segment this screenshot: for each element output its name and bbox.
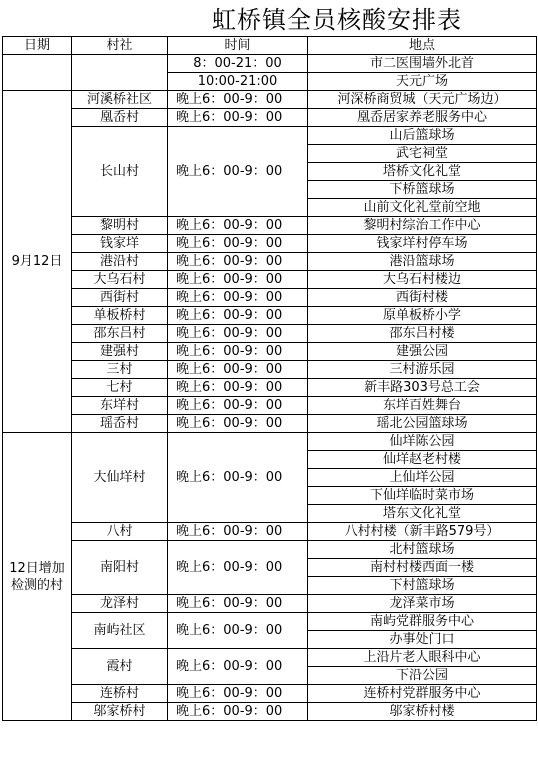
village-cell: 八村 <box>72 523 168 541</box>
schedule-table <box>2 36 537 721</box>
village-cell: 霞村 <box>72 649 168 685</box>
village-cell: 邬家桥村 <box>72 703 168 721</box>
place-cell: 市二医围墙外北首 <box>308 55 537 73</box>
place-cell: 办事处门口 <box>308 631 537 649</box>
time-cell: 晚上6：00-9：00 <box>168 253 308 271</box>
table-row <box>3 703 537 721</box>
time-cell: 晚上6：00-9：00 <box>168 595 308 613</box>
time-cell: 晚上6：00-9：00 <box>168 217 308 235</box>
place-cell: 下沿公园 <box>308 667 537 685</box>
village-cell: 连桥村 <box>72 685 168 703</box>
place-cell: 上沿片老人眼科中心 <box>308 649 537 667</box>
village-cell: 大仙垟村 <box>72 433 168 523</box>
time-cell: 晚上6：00-9：00 <box>168 433 308 523</box>
time-cell: 晚上6：00-9：00 <box>168 685 308 703</box>
place-cell: 新丰路303号总工会 <box>308 379 537 397</box>
time-cell: 晚上6：00-9：00 <box>168 415 308 433</box>
header-village: 村社 <box>72 37 168 55</box>
time-cell: 晚上6：00-9：00 <box>168 541 308 595</box>
time-cell: 晚上6：00-9：00 <box>168 235 308 253</box>
time-cell: 8：00-21：00 <box>168 55 308 73</box>
table-row <box>3 343 537 361</box>
village-cell: 南阳村 <box>72 541 168 595</box>
place-cell: 南村村楼西面一楼 <box>308 559 537 577</box>
place-cell: 邬家桥村楼 <box>308 703 537 721</box>
table-row <box>3 595 537 613</box>
time-cell: 晚上6：00-9：00 <box>168 613 308 649</box>
header-row <box>3 37 537 55</box>
place-cell: 三村游乐园 <box>308 361 537 379</box>
table-row <box>3 523 537 541</box>
village-cell: 瑶岙村 <box>72 415 168 433</box>
header-place: 地点 <box>308 37 537 55</box>
time-cell: 晚上6：00-9：00 <box>168 127 308 217</box>
place-cell: 北村篮球场 <box>308 541 537 559</box>
header-date: 日期 <box>3 37 72 55</box>
date-cell-empty <box>3 55 72 91</box>
place-cell: 塔桥文化礼堂 <box>308 163 537 181</box>
place-cell: 天元广场 <box>308 73 537 91</box>
place-cell: 仙垟陈公园 <box>308 433 537 451</box>
table-row <box>3 127 537 145</box>
place-cell: 东垟百姓舞台 <box>308 397 537 415</box>
table-row <box>3 397 537 415</box>
place-cell: 南屿党群服务中心 <box>308 613 537 631</box>
table-row <box>3 91 537 109</box>
place-cell: 原单板桥小学 <box>308 307 537 325</box>
table-row <box>3 253 537 271</box>
table-row <box>3 649 537 667</box>
village-cell-empty <box>72 55 168 91</box>
page-title: 虹桥镇全员核酸安排表 <box>212 6 462 34</box>
village-cell: 长山村 <box>72 127 168 217</box>
village-cell: 南屿社区 <box>72 613 168 649</box>
table-row <box>3 289 537 307</box>
place-cell: 连桥村党群服务中心 <box>308 685 537 703</box>
place-cell: 仙垟赵老村楼 <box>308 451 537 469</box>
table-row <box>3 235 537 253</box>
village-cell: 邵东吕村 <box>72 325 168 343</box>
table-row <box>3 361 537 379</box>
village-cell: 大乌石村 <box>72 271 168 289</box>
table-row <box>3 307 537 325</box>
place-cell: 港沿篮球场 <box>308 253 537 271</box>
time-cell: 晚上6：00-9：00 <box>168 271 308 289</box>
table-row <box>3 685 537 703</box>
place-cell: 河深桥商贸城（天元广场边） <box>308 91 537 109</box>
place-cell: 塔东文化礼堂 <box>308 505 537 523</box>
place-cell: 邵东吕村楼 <box>308 325 537 343</box>
village-cell: 单板桥村 <box>72 307 168 325</box>
place-cell: 武宅祠堂 <box>308 145 537 163</box>
village-cell: 凰岙村 <box>72 109 168 127</box>
place-cell: 下仙垟临时菜市场 <box>308 487 537 505</box>
time-cell: 晚上6：00-9：00 <box>168 325 308 343</box>
date-line: 12日增加 <box>9 560 65 576</box>
table-row <box>3 415 537 433</box>
time-cell: 晚上6：00-9：00 <box>168 343 308 361</box>
table-row <box>3 217 537 235</box>
time-cell: 晚上6：00-9：00 <box>168 289 308 307</box>
time-cell: 晚上6：00-9：00 <box>168 91 308 109</box>
date-cell <box>3 433 72 721</box>
time-cell: 晚上6：00-9：00 <box>168 523 308 541</box>
header-time: 时间 <box>168 37 308 55</box>
table-row <box>3 271 537 289</box>
place-cell: 大乌石村楼边 <box>308 271 537 289</box>
time-cell: 晚上6：00-9：00 <box>168 307 308 325</box>
village-cell: 龙泽村 <box>72 595 168 613</box>
time-cell: 晚上6：00-9：00 <box>168 379 308 397</box>
place-cell: 下村篮球场 <box>308 577 537 595</box>
table-row <box>3 325 537 343</box>
time-cell: 晚上6：00-9：00 <box>168 361 308 379</box>
place-cell: 上仙垟公园 <box>308 469 537 487</box>
time-cell: 晚上6：00-9：00 <box>168 109 308 127</box>
date-cell: 9月12日 <box>3 91 72 433</box>
place-cell: 凰岙居家养老服务中心 <box>308 109 537 127</box>
village-cell: 三村 <box>72 361 168 379</box>
village-cell: 西街村 <box>72 289 168 307</box>
table-row <box>3 613 537 631</box>
village-cell: 港沿村 <box>72 253 168 271</box>
place-cell: 钱家垟村停车场 <box>308 235 537 253</box>
table-row <box>3 541 537 559</box>
place-cell: 瑶北公园篮球场 <box>308 415 537 433</box>
table-row <box>3 433 537 451</box>
place-cell: 山前文化礼堂前空地 <box>308 199 537 217</box>
table-row <box>3 109 537 127</box>
place-cell: 黎明村综治工作中心 <box>308 217 537 235</box>
time-cell: 晚上6：00-9：00 <box>168 703 308 721</box>
village-cell: 黎明村 <box>72 217 168 235</box>
date-line: 检测的村 <box>10 577 63 593</box>
village-cell: 河溪桥社区 <box>72 91 168 109</box>
place-cell: 建强公园 <box>308 343 537 361</box>
place-cell: 龙泽菜市场 <box>308 595 537 613</box>
village-cell: 东垟村 <box>72 397 168 415</box>
place-cell: 山后篮球场 <box>308 127 537 145</box>
time-cell: 晚上6：00-9：00 <box>168 649 308 685</box>
village-cell: 七村 <box>72 379 168 397</box>
place-cell: 下桥篮球场 <box>308 181 537 199</box>
table-row <box>3 55 537 73</box>
village-cell: 建强村 <box>72 343 168 361</box>
place-cell: 西街村楼 <box>308 289 537 307</box>
place-cell: 八村村楼（新丰路579号） <box>308 523 537 541</box>
time-cell: 晚上6：00-9：00 <box>168 397 308 415</box>
village-cell: 钱家垟 <box>72 235 168 253</box>
time-cell: 10:00-21:00 <box>168 73 308 91</box>
table-row <box>3 379 537 397</box>
